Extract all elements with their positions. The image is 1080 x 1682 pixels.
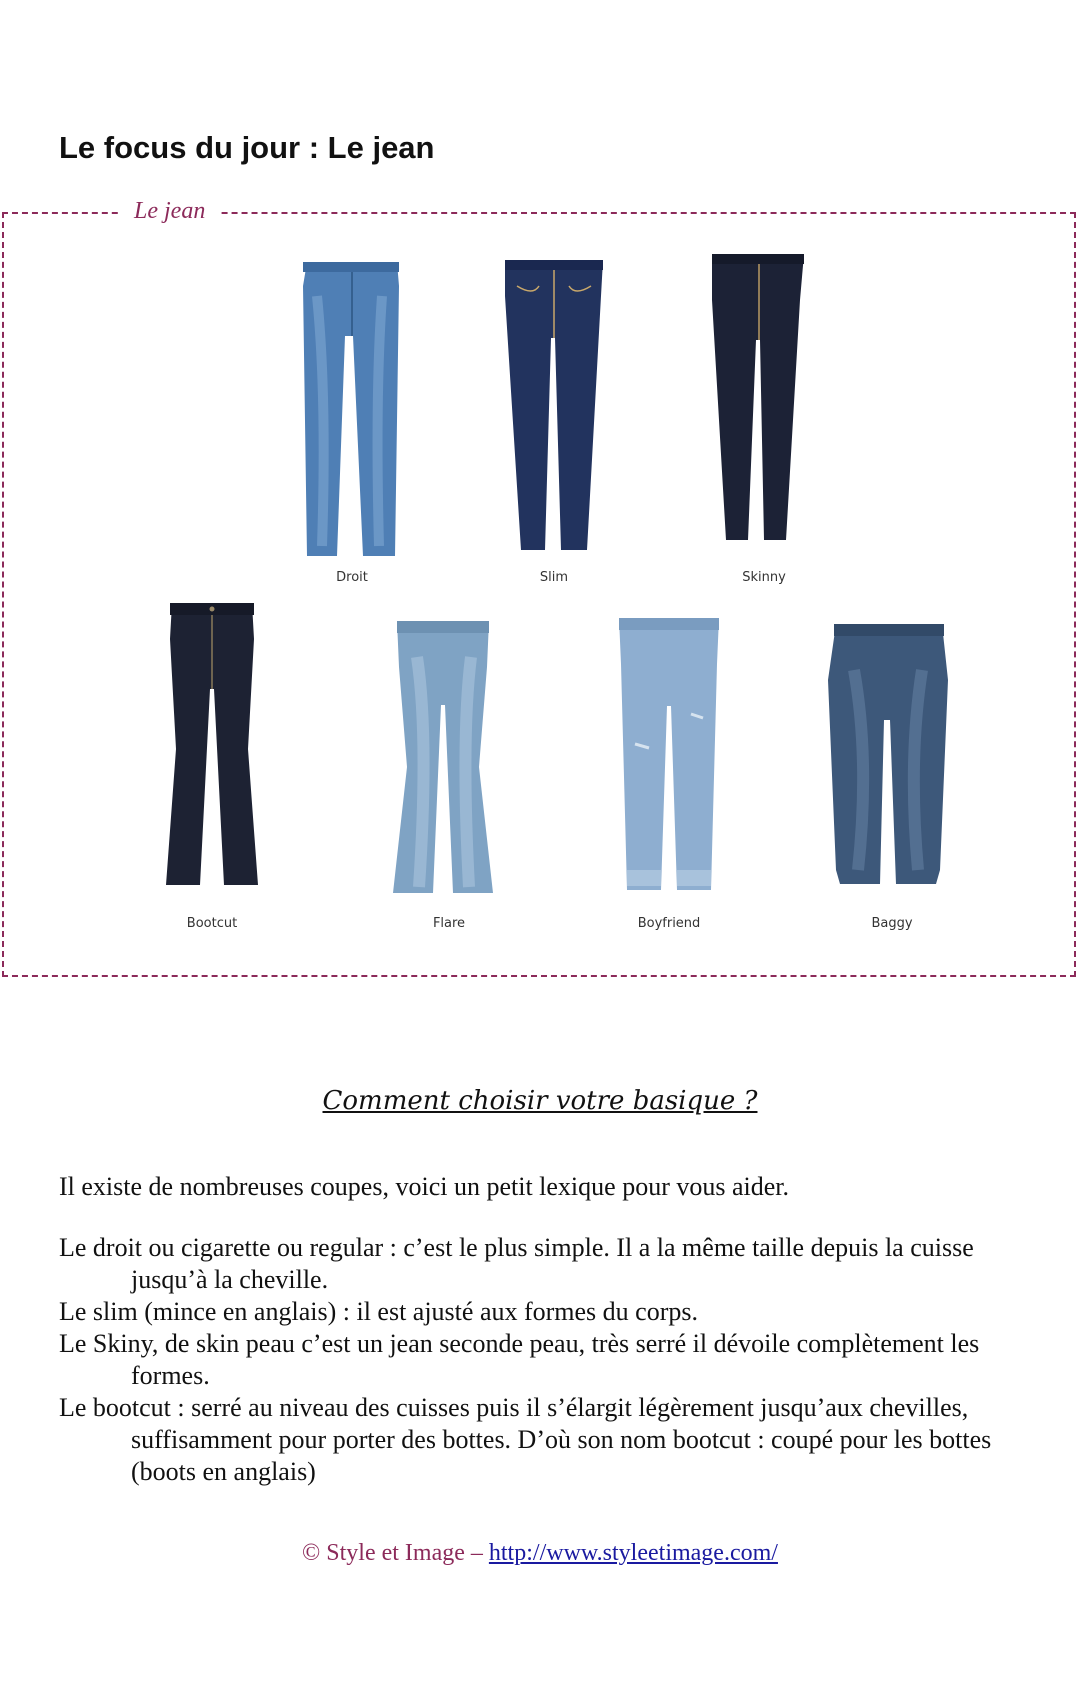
- jean-bootcut: [162, 599, 262, 889]
- jean-skinny-icon: [704, 250, 814, 550]
- jean-boyfriend-icon: [615, 614, 725, 894]
- footer-link[interactable]: http://www.styleetimage.com/: [488, 1540, 778, 1566]
- jean-bootcut-icon: [162, 599, 262, 889]
- jean-styles-frame: [2, 198, 1076, 977]
- jean-flare: [389, 617, 499, 897]
- lexicon-item: Le Skiny, de skin peau c’est un jean seconde peau, très serré il dévoile complètement les formes.: [59, 1329, 980, 1390]
- lexicon-item: Le droit ou cigarette ou regular : c’est le plus simple. Il a la même taille depuis la cuisse jusqu’à la cheville.: [59, 1233, 974, 1294]
- lexicon-item: Le slim (mince en anglais) : il est ajusté aux formes du corps.: [59, 1297, 698, 1326]
- jean-label: Flare: [432, 916, 466, 931]
- jean-baggy-icon: [824, 620, 954, 890]
- jean-label: Skinny: [742, 570, 786, 585]
- jean-droit-icon: [297, 256, 407, 556]
- jean-baggy: [824, 620, 954, 890]
- jean-label: Baggy: [871, 916, 913, 931]
- jean-boyfriend: [615, 614, 725, 894]
- jean-label: Bootcut: [186, 916, 238, 931]
- frame-legend: Le jean: [120, 196, 219, 226]
- lexicon-item: Le bootcut : serré au niveau des cuisses puis il s’élargit légèrement jusqu’aux chevilles, suffisamment pour porter des bottes. D’où son nom bootcut : coupé pour les bottes (boots en anglais): [59, 1393, 992, 1486]
- jean-droit: [297, 256, 407, 556]
- footer: [0, 1540, 1080, 1567]
- jean-skinny: [704, 250, 814, 550]
- section-subheading: Comment choisir votre basique ?: [322, 1086, 758, 1116]
- footer-copyright: © Style et Image –: [302, 1540, 483, 1566]
- intro-paragraph: Il existe de nombreuses coupes, voici un petit lexique pour vous aider.: [59, 1172, 789, 1201]
- jean-slim: [499, 256, 609, 556]
- page-title: Le focus du jour : Le jean: [59, 130, 435, 165]
- jean-flare-icon: [389, 617, 499, 897]
- jean-label: Droit: [336, 570, 368, 585]
- lexicon-list: [59, 1232, 1049, 1488]
- jean-label: Boyfriend: [637, 916, 701, 931]
- jean-label: Slim: [539, 570, 569, 585]
- jean-slim-icon: [499, 256, 609, 556]
